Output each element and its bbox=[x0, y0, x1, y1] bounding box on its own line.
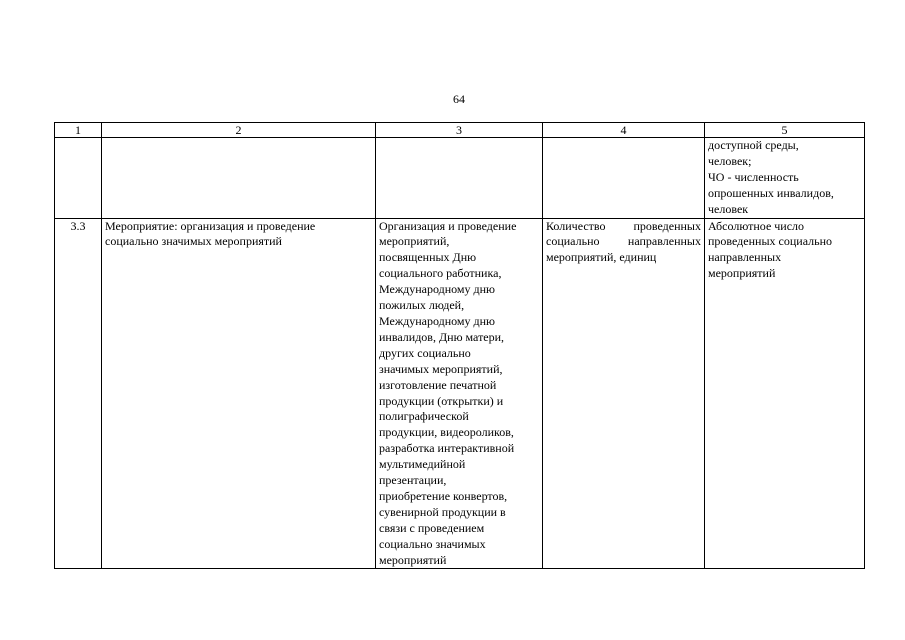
text-line: Организация и проведение bbox=[379, 218, 517, 233]
text-line: Международному дню bbox=[379, 282, 496, 297]
header-col-2: 2 bbox=[102, 123, 376, 138]
cell-content bbox=[376, 218, 543, 569]
text-line: посвященных Дню bbox=[379, 250, 477, 265]
text-line: Количество проведенных bbox=[546, 218, 701, 233]
table-row-3-3 bbox=[55, 218, 865, 569]
cell-number bbox=[55, 138, 102, 219]
text-line: продукции (открытки) и bbox=[379, 393, 504, 408]
text-line: презентации, bbox=[379, 473, 447, 488]
text-line: значимых мероприятий, bbox=[379, 361, 503, 376]
text-line: связи с проведением bbox=[379, 520, 485, 535]
header-col-5: 5 bbox=[705, 123, 865, 138]
text-line: полиграфической bbox=[379, 409, 469, 424]
text-line: Международному дню bbox=[379, 313, 496, 328]
text-line: человек; bbox=[708, 153, 752, 168]
header-row bbox=[55, 123, 865, 138]
cell-indicator bbox=[543, 218, 705, 569]
text-line: сувенирной продукции в bbox=[379, 504, 506, 519]
page-number: 64 bbox=[453, 92, 465, 106]
text-line: социально направленных bbox=[546, 234, 701, 249]
table-row-continuation bbox=[55, 138, 865, 219]
text-line: изготовление печатной bbox=[379, 377, 497, 392]
text-line: мероприятий, единиц bbox=[546, 250, 657, 265]
cell-event bbox=[102, 138, 376, 219]
text-line: мероприятий bbox=[379, 552, 447, 567]
text-line: проведенных социально bbox=[708, 234, 833, 249]
text-line: опрошенных инвалидов, bbox=[708, 185, 834, 200]
cell-calculation bbox=[705, 138, 865, 219]
header-col-1: 1 bbox=[55, 123, 102, 138]
text-line: мероприятий, bbox=[379, 234, 450, 249]
text-line: других социально bbox=[379, 345, 471, 360]
cell-event bbox=[102, 218, 376, 569]
text-line: социально значимых мероприятий bbox=[105, 234, 282, 249]
text-line: Мероприятие: организация и проведение bbox=[105, 218, 316, 233]
text-line: ЧО - численность bbox=[708, 169, 799, 184]
text-line: мультимедийной bbox=[379, 457, 466, 472]
text-line: человек bbox=[708, 201, 749, 216]
text-line: социально значимых bbox=[379, 536, 486, 551]
header-col-3: 3 bbox=[376, 123, 543, 138]
text-line: приобретение конвертов, bbox=[379, 488, 508, 503]
cell-number: 3.3 bbox=[55, 218, 102, 569]
data-table bbox=[54, 122, 865, 569]
text-line: продукции, видеороликов, bbox=[379, 425, 514, 440]
header-col-4: 4 bbox=[543, 123, 705, 138]
text-line: мероприятий bbox=[708, 266, 776, 281]
text-line: разработка интерактивной bbox=[379, 441, 515, 456]
text-line: Абсолютное число bbox=[708, 218, 805, 233]
text-line: инвалидов, Дню матери, bbox=[379, 329, 505, 344]
text-line: направленных bbox=[708, 250, 782, 265]
text-line: социального работника, bbox=[379, 266, 502, 281]
cell-calculation bbox=[705, 218, 865, 569]
text-line: доступной среды, bbox=[708, 138, 799, 152]
cell-indicator bbox=[543, 138, 705, 219]
text-line: пожилых людей, bbox=[379, 298, 465, 313]
cell-content bbox=[376, 138, 543, 219]
